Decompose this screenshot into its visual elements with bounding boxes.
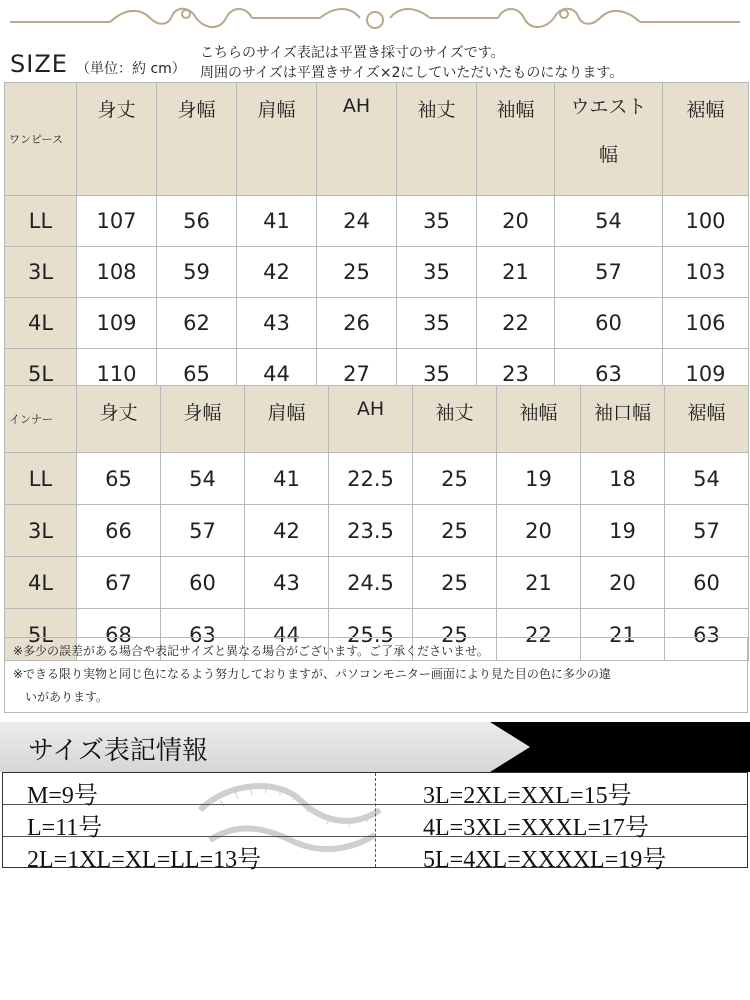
table-cell: 23.5 [329,505,413,557]
size-conversion-item: 2L=1XL=XL=LL=13号 [27,847,262,873]
table-cell: 24 [317,196,397,247]
row-size-label: 4L [5,557,77,609]
table-cell: 106 [663,298,749,349]
table-cell: 21 [581,609,665,661]
col-header: 袖丈 [413,386,497,453]
table-cell: 25 [413,609,497,661]
col-header: 肩幅 [245,386,329,453]
row-size-label: 5L [5,609,77,661]
row-size-label: 5L [5,349,77,400]
dress-size-table [4,82,749,400]
table-cell: 68 [77,609,161,661]
decorative-header-ornament [0,0,750,40]
table-cell: 18 [581,453,665,505]
table-row [5,196,749,247]
table-row [5,557,749,609]
size-conversion-item: 3L=2XL=XXL=15号 [423,783,632,809]
table-cell: 23 [477,349,555,400]
table-cell: 56 [157,196,237,247]
table-cell: 54 [555,196,663,247]
col-header: 身丈 [77,83,157,196]
table-cell: 19 [497,453,581,505]
table-cell: 35 [397,349,477,400]
table-cell: 20 [477,196,555,247]
footnote-line: いがあります。 [25,690,109,704]
footnote-line: ※できる限り実物と同じ色になるよう努力しておりますが、パソコンモニター画面により見た目の色に多少の違 [13,667,611,681]
table-cell: 109 [663,349,749,400]
table-cell: 44 [237,349,317,400]
measurement-note-2: 周囲のサイズは平置きサイズ×2にしていただいたものになります。 [200,65,624,81]
table-cell: 41 [237,196,317,247]
table-cell: 57 [161,505,245,557]
dress-corner-label: ワンピース [5,83,77,196]
measurement-note-1: こちらのサイズ表記は平置き採寸のサイズです。 [200,45,505,61]
footnote-line: ※多少の誤差がある場合や表記サイズと異なる場合がございます。ご了承くださいませ。 [13,644,489,658]
table-cell: 62 [157,298,237,349]
table-cell: 65 [77,453,161,505]
table-cell: 60 [665,557,749,609]
table-cell: 66 [77,505,161,557]
dress-header-row [5,83,749,196]
table-cell: 21 [497,557,581,609]
table-row [5,453,749,505]
table-cell: 25 [413,453,497,505]
table-cell: 100 [663,196,749,247]
table-cell: 60 [555,298,663,349]
table-cell: 109 [77,298,157,349]
size-info-banner [0,722,750,772]
table-row [5,298,749,349]
col-header: ウエスト 幅 [555,83,663,196]
table-cell: 57 [665,505,749,557]
table-row [5,247,749,298]
table-cell: 54 [161,453,245,505]
table-cell: 35 [397,247,477,298]
col-header: AH [317,83,397,196]
col-header: 袖丈 [397,83,477,196]
col-header: 袖幅 [477,83,555,196]
table-cell: 19 [581,505,665,557]
table-cell: 25 [413,505,497,557]
table-cell: 57 [555,247,663,298]
table-cell: 35 [397,196,477,247]
col-header: 裾幅 [665,386,749,453]
table-cell: 22 [497,609,581,661]
col-header: 身丈 [77,386,161,453]
table-cell: 63 [161,609,245,661]
table-row [5,505,749,557]
size-info-title: サイズ表記情報 [28,736,208,766]
table-cell: 60 [161,557,245,609]
size-conversion-item: L=11号 [27,815,103,841]
table-cell: 22.5 [329,453,413,505]
table-cell: 54 [665,453,749,505]
size-conversion-grid [2,772,748,873]
table-cell: 43 [245,557,329,609]
table-cell: 25 [413,557,497,609]
row-size-label: LL [5,453,77,505]
inner-corner-label: インナー [5,386,77,453]
table-cell: 24.5 [329,557,413,609]
col-header: 身幅 [161,386,245,453]
size-conversion-item: 5L=4XL=XXXXL=19号 [423,847,667,873]
table-cell: 42 [245,505,329,557]
row-size-label: 3L [5,505,77,557]
table-cell: 25.5 [329,609,413,661]
table-cell: 22 [477,298,555,349]
table-cell: 21 [477,247,555,298]
table-cell: 27 [317,349,397,400]
table-cell: 20 [581,557,665,609]
table-cell: 110 [77,349,157,400]
size-conversion-item: M=9号 [27,783,98,809]
col-header: 袖幅 [497,386,581,453]
size-heading: SIZE [10,50,68,78]
col-header: 身幅 [157,83,237,196]
col-header: AH [329,386,413,453]
table-cell: 67 [77,557,161,609]
col-header: 肩幅 [237,83,317,196]
table-cell: 41 [245,453,329,505]
column-divider [375,773,376,867]
table-cell: 20 [497,505,581,557]
row-size-label: LL [5,196,77,247]
footnotes [4,637,748,713]
table-cell: 59 [157,247,237,298]
col-header: 裾幅 [663,83,749,196]
table-cell: 107 [77,196,157,247]
col-header: 袖口幅 [581,386,665,453]
row-size-label: 3L [5,247,77,298]
table-cell: 44 [245,609,329,661]
table-cell: 108 [77,247,157,298]
table-cell: 25 [317,247,397,298]
table-cell: 63 [665,609,749,661]
table-cell: 26 [317,298,397,349]
table-cell: 65 [157,349,237,400]
size-conversion-item: 4L=3XL=XXXL=17号 [423,815,649,841]
unit-label: （単位：約 cm） [76,61,186,77]
inner-header-row [5,386,749,453]
inner-size-table [4,385,749,661]
table-cell: 42 [237,247,317,298]
table-cell: 35 [397,298,477,349]
row-size-label: 4L [5,298,77,349]
table-cell: 63 [555,349,663,400]
table-cell: 103 [663,247,749,298]
table-cell: 43 [237,298,317,349]
